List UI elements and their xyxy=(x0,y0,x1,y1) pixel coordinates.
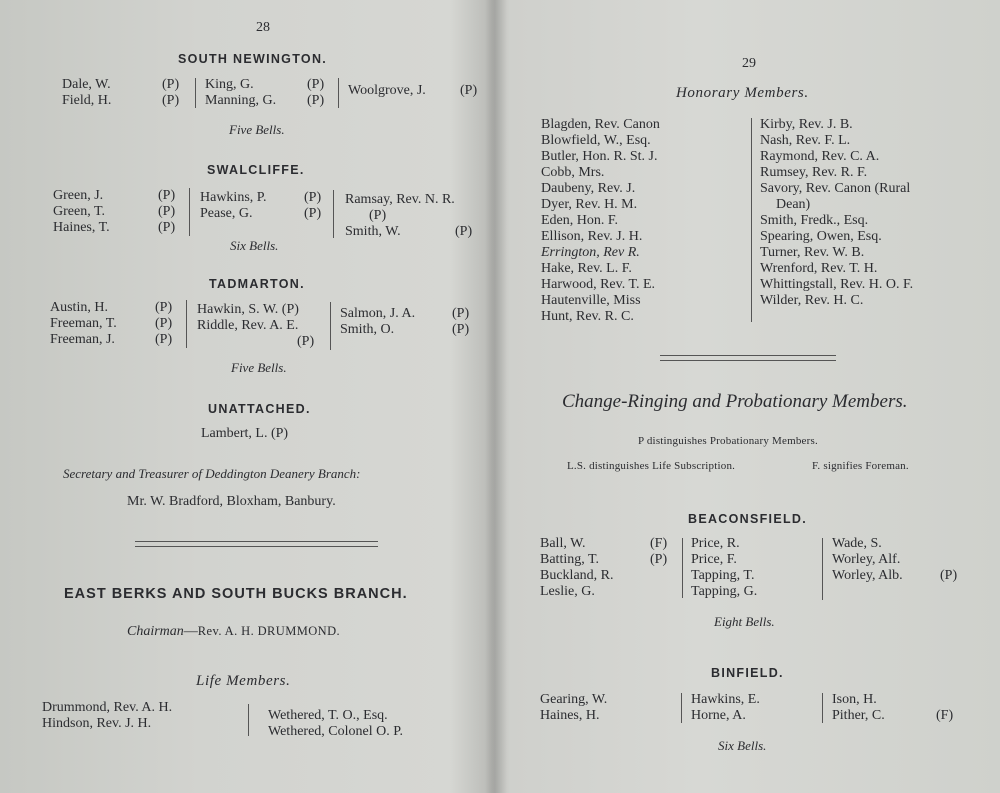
member-name: Whittingstall, Rev. H. O. F. xyxy=(760,277,914,292)
member-name: Ramsay, Rev. N. R. xyxy=(345,192,455,207)
member-mark: (P) xyxy=(650,552,668,567)
member-mark: (P) xyxy=(369,208,387,223)
change-ringing-heading: Change-Ringing and Probationary Members. xyxy=(562,391,908,412)
member-mark: (P) xyxy=(452,322,470,337)
member-name: Pease, G. xyxy=(200,206,253,221)
member-name: Horne, A. xyxy=(691,708,746,723)
member-name: Wethered, Colonel O. P. xyxy=(268,724,403,739)
page-number-right: 29 xyxy=(742,56,756,71)
member-name: Hindson, Rev. J. H. xyxy=(42,716,152,731)
member-mark: (F) xyxy=(936,708,954,723)
beaconsfield-col2 xyxy=(691,536,821,600)
south-newington-col1 xyxy=(62,77,192,109)
member-name: Rumsey, Rev. R. F. xyxy=(760,165,868,180)
member-name: Gearing, W. xyxy=(540,692,608,707)
member-mark: (P) xyxy=(455,224,473,239)
member-name: Cobb, Mrs. xyxy=(541,165,605,180)
bells-note: Eight Bells. xyxy=(714,614,775,629)
column-divider xyxy=(330,302,331,350)
binfield-col2 xyxy=(691,692,821,724)
column-divider xyxy=(333,190,334,238)
section-title-beaconsfield: BEACONSFIELD. xyxy=(688,512,807,526)
member-name: Price, R. xyxy=(691,536,740,551)
member-mark: (P) xyxy=(307,77,325,92)
section-rule xyxy=(135,541,378,547)
honorary-col1 xyxy=(541,117,751,325)
member-name: Worley, Alf. xyxy=(832,552,901,567)
secretary-label: Secretary and Treasurer of Deddington Deanery Branch: xyxy=(63,466,361,481)
column-divider xyxy=(682,538,683,598)
member-name: Drummond, Rev. A. H. xyxy=(42,700,173,715)
member-mark: (P) xyxy=(940,568,958,583)
member-mark: (P) xyxy=(162,77,180,92)
member-name: Ison, H. xyxy=(832,692,877,707)
member-mark: (P) xyxy=(162,93,180,108)
member-name: Leslie, G. xyxy=(540,584,595,599)
member-name: Worley, Alb. xyxy=(832,568,903,583)
member-name: Blagden, Rev. Canon xyxy=(541,117,660,132)
member-name: Dean) xyxy=(776,197,811,212)
member-name: Wethered, T. O., Esq. xyxy=(268,708,388,723)
swalcliffe-col1 xyxy=(53,188,188,236)
column-divider xyxy=(822,538,823,600)
bells-note: Five Bells. xyxy=(231,360,287,375)
member-name: Hunt, Rev. R. C. xyxy=(541,309,634,324)
member-name: Dale, W. xyxy=(62,77,111,92)
column-divider xyxy=(195,78,196,108)
member-name: Smith, O. xyxy=(340,322,395,337)
beaconsfield-col1 xyxy=(540,536,680,600)
honorary-col2 xyxy=(760,117,975,309)
member-name: Woolgrove, J. xyxy=(348,83,426,98)
member-name: Batting, T. xyxy=(540,552,599,567)
member-name: Hawkins, P. xyxy=(200,190,267,205)
member-name: Eden, Hon. F. xyxy=(541,213,619,228)
member-mark: (P) xyxy=(304,190,322,205)
section-rule xyxy=(660,355,836,361)
note-probationary: P distinguishes Probationary Members. xyxy=(638,435,818,447)
member-name: Hawkin, S. W. (P) xyxy=(197,302,299,317)
member-mark: (P) xyxy=(307,93,325,108)
column-divider xyxy=(751,118,752,322)
member-name: Spearing, Owen, Esq. xyxy=(760,229,882,244)
chairman-line xyxy=(127,624,340,640)
member-name: Kirby, Rev. J. B. xyxy=(760,117,853,132)
member-name: Dyer, Rev. H. M. xyxy=(541,197,638,212)
member-name: Smith, Fredk., Esq. xyxy=(760,213,869,228)
section-title-tadmarton: TADMARTON. xyxy=(209,277,305,291)
binfield-col1 xyxy=(540,692,680,724)
section-title-south-newington: SOUTH NEWINGTON. xyxy=(178,52,328,66)
branch-title: EAST BERKS AND SOUTH BUCKS BRANCH. xyxy=(64,586,408,602)
member-mark: (P) xyxy=(460,83,478,98)
member-name: Wrenford, Rev. T. H. xyxy=(760,261,878,276)
member-mark: (P) xyxy=(452,306,470,321)
south-newington-col3 xyxy=(348,83,488,99)
member-name: Green, J. xyxy=(53,188,104,203)
member-name: Manning, G. xyxy=(205,93,277,108)
member-name: Haines, T. xyxy=(53,220,110,235)
swalcliffe-col3 xyxy=(345,192,490,240)
member-name: Wilder, Rev. H. C. xyxy=(760,293,864,308)
member-name: Nash, Rev. F. L. xyxy=(760,133,851,148)
column-divider xyxy=(338,78,339,108)
south-newington-col2 xyxy=(205,77,335,109)
swalcliffe-col2 xyxy=(200,190,330,222)
member-name: Hawkins, E. xyxy=(691,692,760,707)
member-mark: (P) xyxy=(158,204,176,219)
member-name: Salmon, J. A. xyxy=(340,306,416,321)
bells-note: Six Bells. xyxy=(718,738,767,753)
note-life-subscription: L.S. distinguishes Life Subscription. xyxy=(567,460,736,472)
unattached-member: Lambert, L. (P) xyxy=(201,426,289,441)
member-name: Errington, Rev R. xyxy=(541,245,640,260)
column-divider xyxy=(186,300,187,348)
book-gutter xyxy=(485,0,507,793)
secretary-name: Mr. W. Bradford, Bloxham, Banbury. xyxy=(127,494,336,509)
life-members-col1 xyxy=(42,700,242,732)
member-name: Smith, W. xyxy=(345,224,401,239)
section-title-unattached: UNATTACHED. xyxy=(208,402,311,416)
member-name: Hautenville, Miss xyxy=(541,293,641,308)
section-title-binfield: BINFIELD. xyxy=(711,666,784,680)
tadmarton-col3 xyxy=(340,306,485,338)
tadmarton-col1 xyxy=(50,300,185,348)
chairman-separator: — xyxy=(183,624,198,639)
member-name: Austin, H. xyxy=(50,300,108,315)
member-name: Turner, Rev. W. B. xyxy=(760,245,865,260)
member-mark: (P) xyxy=(155,300,173,315)
member-name: King, G. xyxy=(205,77,254,92)
member-mark: (F) xyxy=(650,536,668,551)
member-name: Buckland, R. xyxy=(540,568,614,583)
member-name: Savory, Rev. Canon (Rural xyxy=(760,181,911,196)
member-name: Hake, Rev. L. F. xyxy=(541,261,632,276)
bells-note: Five Bells. xyxy=(229,122,285,137)
member-mark: (P) xyxy=(158,220,176,235)
note-foreman: F. signifies Foreman. xyxy=(812,460,909,472)
member-name: Tapping, G. xyxy=(691,584,758,599)
member-name: Harwood, Rev. T. E. xyxy=(541,277,656,292)
member-mark: (P) xyxy=(297,334,315,349)
member-name: Ball, W. xyxy=(540,536,586,551)
member-name: Tapping, T. xyxy=(691,568,755,583)
honorary-members-heading: Honorary Members. xyxy=(676,85,809,101)
member-name: Price, F. xyxy=(691,552,737,567)
member-name: Blowfield, W., Esq. xyxy=(541,133,651,148)
member-name: Haines, H. xyxy=(540,708,600,723)
member-name: Butler, Hon. R. St. J. xyxy=(541,149,658,164)
binfield-col3 xyxy=(832,692,967,724)
life-members-col2 xyxy=(268,708,468,740)
beaconsfield-col3 xyxy=(832,536,967,584)
member-name: Raymond, Rev. C. A. xyxy=(760,149,880,164)
chairman-name: Rev. A. H. DRUMMOND. xyxy=(197,624,341,638)
member-name: Green, T. xyxy=(53,204,105,219)
member-name: Riddle, Rev. A. E. xyxy=(197,318,299,333)
life-members-heading: Life Members. xyxy=(196,673,291,689)
column-divider xyxy=(189,188,190,236)
member-name: Daubeny, Rev. J. xyxy=(541,181,636,196)
member-name: Ellison, Rev. J. H. xyxy=(541,229,643,244)
bells-note: Six Bells. xyxy=(230,238,279,253)
section-title-swalcliffe: SWALCLIFFE. xyxy=(207,163,305,177)
member-name: Freeman, T. xyxy=(50,316,117,331)
member-name: Wade, S. xyxy=(832,536,882,551)
member-mark: (P) xyxy=(304,206,322,221)
member-name: Field, H. xyxy=(62,93,112,108)
chairman-label: Chairman xyxy=(127,624,184,639)
column-divider xyxy=(822,693,823,723)
member-name: Pither, C. xyxy=(832,708,885,723)
column-divider xyxy=(681,693,682,723)
member-mark: (P) xyxy=(158,188,176,203)
member-mark: (P) xyxy=(155,332,173,347)
member-name: Freeman, J. xyxy=(50,332,115,347)
member-mark: (P) xyxy=(155,316,173,331)
page-number-left: 28 xyxy=(256,20,270,35)
column-divider xyxy=(248,704,249,736)
tadmarton-col2 xyxy=(197,302,327,350)
